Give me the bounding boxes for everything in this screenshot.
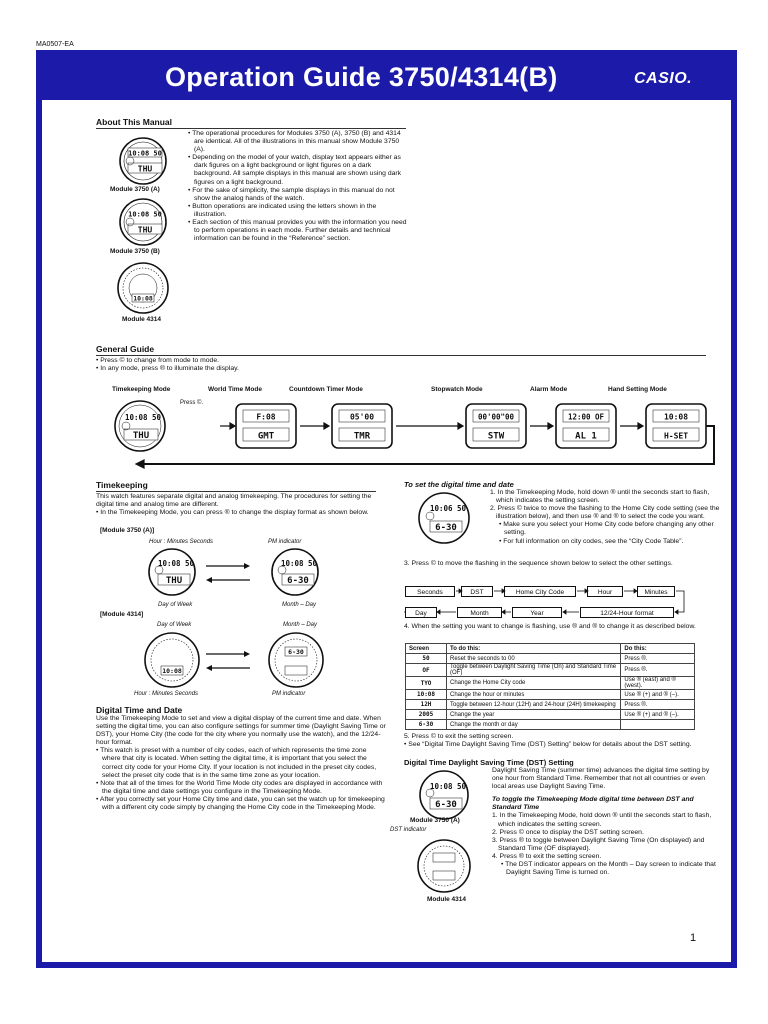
display-format-4314-diagram	[130, 630, 380, 692]
table-row: TYO Change the Home City code Use ® (east) and ® (west).	[406, 677, 695, 690]
mode-label-timekeeping: Timekeeping Mode	[112, 386, 171, 393]
mode-label-world-time: World Time Mode	[208, 386, 262, 393]
col-doit: Do this:	[621, 644, 695, 654]
sequence-arrows	[404, 582, 694, 622]
table-row: 12H Toggle between 12-hour (12H) and 24-hour (24H) timekeeping Press ®.	[406, 700, 695, 710]
table-row: 2005 Change the year Use ® (+) and ® (–).	[406, 710, 695, 720]
mode-cycle-diagram	[96, 396, 716, 471]
mode-1-bottom: GMT	[257, 431, 275, 442]
mode-0-bottom: THU	[132, 431, 150, 441]
caption-day-of-week: Day of Week	[158, 602, 193, 608]
watch-4314-illustration	[108, 260, 178, 316]
set-time-sub-1: • Make sure you select your Home City code before changing any other setting.	[499, 521, 714, 537]
dst-step-1: 1. In the Timekeeping Mode, hold down ® until the seconds start to flash, which indicates the setting screen.	[492, 812, 712, 828]
seq-month: Month	[457, 607, 502, 618]
digital-bullet-1: • This watch is preset with a number of city codes, each of which represents the time zone where that city is located. When setting the digital time, it is important that you select the correct city code for your Home City. If your location is not included in the preset city codes, select the preset city code that is in the same time zone as your location.	[96, 747, 377, 779]
dst-intro: Daylight Saving Time (summer time) advances the digital time setting by one hour from Standard Time. Remember that not all countries or even local areas use Daylight Saving Time.	[492, 767, 710, 791]
mode-1-top: F:08	[256, 412, 276, 422]
caption-pm-indicator-2: PM indicator	[272, 691, 306, 697]
about-bullet-5: • Each section of this manual provides you with the information you need to perform operations in each mode. Further details and technical information can be found in the “Reference” section.	[188, 219, 407, 243]
mode-4-top: 12:00 OF	[567, 412, 605, 422]
set-time-sub-2: • For full information on city codes, see the “City Code Table”.	[499, 537, 684, 545]
about-bullets	[188, 130, 408, 243]
caption-hour-minutes-seconds-2: Hour : Minutes Seconds	[134, 691, 199, 697]
general-heading: General Guide	[96, 344, 155, 354]
mode-label-countdown: Countdown Timer Mode	[289, 386, 363, 393]
seq-seconds: Seconds	[405, 586, 455, 597]
mode-3-top: 00'00"00	[477, 412, 515, 422]
digital-intro: Use the Timekeeping Mode to set and view a digital display of the current time and date. When setting the digital time, you can also configure settings for summer time (Daylight Saving Time or DST), your Home City (the code for the city where you normally use the watch), and the 12/24-hour format.	[96, 715, 386, 747]
alarm-mode-watch	[556, 404, 616, 448]
digital-bullet-2: • Note that all of the times for the World Time Mode city codes are displayed in accordance with the digital time and date settings you configure in the Timekeeping Mode.	[96, 779, 383, 795]
mode-label-alarm: Alarm Mode	[530, 386, 568, 393]
timekeeping-intro-bullet: • In the Timekeeping Mode, you can press ® to change the display format as shown below.	[96, 509, 369, 517]
brand-logo: CASIO.	[634, 70, 693, 87]
press-c-label: Press ©.	[180, 400, 204, 406]
dst-toggle-heading: To toggle the Timekeeping Mode digital time between DST and Standard Time	[492, 796, 694, 812]
module-3750b-label: Module 3750 (B)	[110, 248, 160, 255]
table-row: 10:08 Change the hour or minutes Use ® (+) and ® (–).	[406, 690, 695, 700]
set-time-disp-top: 10:06 50	[429, 504, 467, 513]
col-todo: To do this:	[447, 644, 621, 654]
disp2-bottom: 6-30	[287, 576, 309, 586]
svg-text:10:08 50: 10:08 50	[128, 149, 162, 158]
about-bullet-1: • The operational procedures for Modules 3750 (A), 3750 (B) and 4314 are identical. All of the illustrations in this manual show Module 3750 (A).	[188, 130, 401, 154]
digital-bullet-3: • After you correctly set your Home City time and date, you can set the watch up for timekeeping with a different city code simply by changing the Home City code in the Timekeeping Mode.	[96, 795, 385, 812]
table-row: OF Toggle between Daylight Saving Time (On) and Standard Time (OF) Press ®.	[406, 664, 695, 677]
mode-label-hand-setting: Hand Setting Mode	[608, 386, 667, 393]
digital-heading: Digital Time and Date	[96, 705, 183, 715]
timekeeping-rule	[96, 491, 376, 492]
disp1-top: 10:08 50	[157, 559, 195, 568]
general-bullet-2: • In any mode, press ® to illuminate the display.	[96, 365, 239, 373]
module-3750a-label: Module 3750 (A)	[110, 186, 160, 193]
countdown-mode-watch	[332, 404, 392, 448]
mode-0-top: 10:08 50	[124, 413, 162, 422]
set-time-step-4: 4. When the setting you want to change is flashing, use ® and ® to change it as described below.	[404, 623, 696, 630]
dst-indicator-caption: DST indicator	[390, 827, 427, 833]
about-heading: About This Manual	[96, 117, 173, 127]
dst-watch-3750-illustration	[404, 768, 484, 823]
disp1-bottom: THU	[165, 576, 183, 586]
dst-step-2: 2. Press © once to display the DST setting screen.	[492, 828, 644, 836]
seq-dst: DST	[461, 586, 493, 597]
mode-5-top: 10:08	[663, 412, 689, 422]
mode-4-bottom: AL 1	[575, 431, 597, 442]
dst-watch-4314-illustration	[404, 836, 484, 896]
caption-month-day-2: Month – Day	[283, 622, 318, 628]
seq-day: Day	[405, 607, 437, 618]
mode-3-bottom: STW	[487, 431, 505, 442]
set-time-step-5: 5. Press © to exit the setting screen. • See “Digital Time Daylight Saving Time (DST) Setting” below for details about the DST setting.	[404, 733, 692, 749]
set-time-step-1: 1. In the Timekeeping Mode, hold down ® until the seconds start to flash, which indicates the setting screen.	[490, 489, 710, 505]
mode-5-bottom: H-SET	[663, 431, 689, 441]
mode-2-bottom: TMR	[353, 431, 371, 442]
seq-year: Year	[512, 607, 562, 618]
caption-month-day: Month – Day	[282, 602, 317, 608]
settings-table-header	[406, 644, 695, 654]
timekeeping-intro-text: This watch features separate digital and analog timekeeping. The procedures for setting the digital time and analog time are different.	[96, 493, 372, 509]
disp3-top: 10:08	[162, 667, 182, 675]
about-bullet-3: • For the sake of simplicity, the sample displays in this manual do not show the analog hands of the watch.	[188, 186, 395, 202]
page-title: Operation Guide 3750/4314(B)	[165, 62, 558, 92]
settings-table	[405, 643, 695, 730]
dst-step-3: 3. Press ® to toggle between Daylight Saving Time (On displayed) and Standard Time (OF displayed).	[492, 836, 705, 852]
mode-label-stopwatch: Stopwatch Mode	[431, 386, 483, 393]
display-format-3750-diagram	[132, 546, 382, 601]
set-time-step-3: 3. Press © to move the flashing in the sequence shown below to select the other settings.	[404, 560, 673, 567]
manual-page	[36, 50, 737, 968]
dst-disp-top: 10:08 50	[429, 782, 467, 791]
timekeeping-intro	[96, 493, 381, 517]
disp2-top: 10:08 50	[280, 559, 318, 568]
col-screen: Screen	[406, 644, 447, 654]
caption-pm-indicator: PM indicator	[268, 539, 302, 545]
watch-3750a-illustration	[108, 136, 178, 186]
dst-heading: Digital Time Daylight Saving Time (DST) Setting	[404, 758, 574, 767]
seq-minutes: Minutes	[637, 586, 675, 597]
module-b-tag: [Module 4314]	[100, 611, 144, 618]
world-time-mode-watch	[236, 404, 296, 448]
module-4314-label: Module 4314	[122, 316, 162, 323]
hand-setting-mode-watch	[646, 404, 706, 448]
timekeeping-heading: Timekeeping	[96, 480, 148, 490]
page-number: 1	[690, 932, 697, 944]
seq-12-24: 12/24-Hour format	[580, 607, 674, 618]
seq-hour: Hour	[587, 586, 623, 597]
dst-sub: • The DST indicator appears on the Month – Day screen to indicate that Daylight Saving Time is turned on.	[501, 861, 716, 877]
svg-text:10:08: 10:08	[133, 294, 153, 303]
timekeeping-mode-watch	[115, 401, 165, 451]
about-bullet-4: • Button operations are indicated using the letters shown in the illustration.	[188, 202, 377, 218]
stopwatch-mode-watch	[466, 404, 526, 448]
svg-text:10:08 50: 10:08 50	[128, 210, 162, 219]
general-bullet-1: • Press © to change from mode to mode.	[96, 357, 220, 364]
table-row: 6-30 Change the month or day	[406, 720, 695, 730]
about-bullet-2: • Depending on the model of your watch, display text appears either as dark figures on a light background or light figures on a dark background. All sample displays in this manual are shown using dark figures on a light background.	[188, 154, 402, 186]
watch-3750b-illustration	[108, 197, 178, 247]
set-time-heading: To set the digital time and date	[404, 480, 514, 489]
about-rule	[96, 128, 406, 129]
dst-step-4: 4. Press ® to exit the setting screen.	[492, 852, 602, 860]
mode-arrows	[136, 423, 714, 468]
dst-disp-bottom: 6-30	[435, 800, 457, 810]
table-row: 50 Reset the seconds to 00 Press ®.	[406, 654, 695, 664]
document-code: MA0507-EA	[36, 41, 74, 48]
dst-module-a-label: Module 3750 (A)	[410, 817, 460, 824]
seq-home-city: Home City Code	[504, 586, 576, 597]
general-rule	[96, 355, 706, 356]
dst-module-b-label: Module 4314	[427, 896, 467, 903]
caption-hour-minutes-seconds: Hour : Minutes Seconds	[149, 539, 214, 545]
svg-text:THU: THU	[137, 225, 153, 235]
digital-text	[96, 715, 386, 812]
caption-day-of-week-2: Day of Week	[157, 622, 192, 628]
mode-2-top: 05'00	[349, 412, 375, 422]
set-time-watch-illustration	[404, 489, 484, 549]
set-time-disp-bottom: 6-30	[435, 523, 457, 533]
general-bullets	[96, 357, 396, 373]
module-a-tag: [Module 3750 (A)]	[100, 527, 155, 534]
svg-text:THU: THU	[137, 164, 153, 174]
title-bar	[42, 56, 731, 100]
set-time-steps	[490, 489, 720, 546]
disp4-top: 6-30	[288, 648, 304, 656]
dst-text	[492, 767, 717, 877]
set-time-step-2: 2. Press © twice to move the flashing to the Home City code setting (see the illustration below), and then use ® and ® to select the code you want.	[490, 505, 720, 521]
